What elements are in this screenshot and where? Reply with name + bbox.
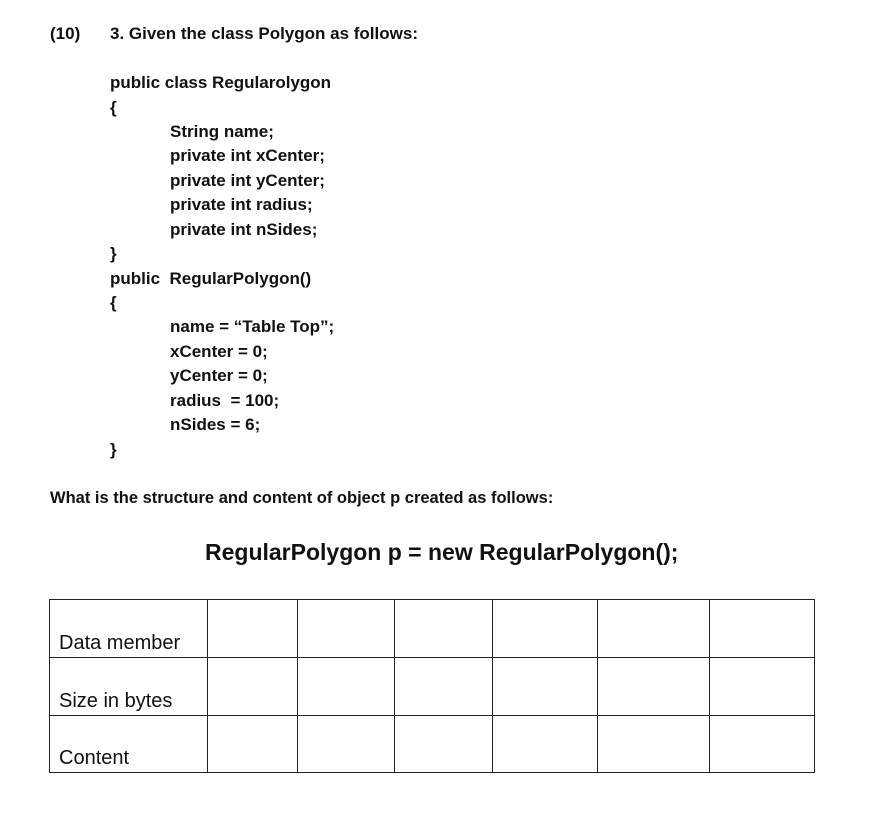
answer-cell[interactable] bbox=[710, 600, 815, 658]
constructor-open-brace: { bbox=[110, 293, 117, 312]
class-header: public class Regularolygon bbox=[110, 73, 332, 92]
answer-cell[interactable] bbox=[395, 600, 493, 658]
answer-cell[interactable] bbox=[598, 658, 710, 716]
field-line: String name; bbox=[170, 122, 274, 141]
answer-cell[interactable] bbox=[298, 658, 395, 716]
object-creation-statement: RegularPolygon p = new RegularPolygon(); bbox=[205, 539, 679, 565]
field-line: private int radius; bbox=[170, 195, 313, 214]
statement-line: nSides = 6; bbox=[170, 415, 261, 434]
field-line: private int xCenter; bbox=[170, 146, 325, 165]
answer-cell[interactable] bbox=[710, 716, 815, 773]
answer-cell[interactable] bbox=[208, 716, 298, 773]
field-line: private int nSides; bbox=[170, 220, 318, 239]
answer-cell[interactable] bbox=[598, 716, 710, 773]
answer-cell[interactable] bbox=[208, 658, 298, 716]
class-open-brace: { bbox=[110, 98, 117, 117]
row-header-content: Content bbox=[50, 716, 208, 773]
answer-cell[interactable] bbox=[298, 716, 395, 773]
constructor-header: public RegularPolygon() bbox=[110, 269, 312, 288]
answer-cell[interactable] bbox=[493, 658, 598, 716]
answer-cell[interactable] bbox=[493, 600, 598, 658]
answer-cell[interactable] bbox=[395, 658, 493, 716]
row-header-size-in-bytes: Size in bytes bbox=[50, 658, 208, 716]
table-row bbox=[50, 600, 815, 658]
field-line: private int yCenter; bbox=[170, 171, 325, 190]
constructor-close-brace: } bbox=[110, 440, 117, 459]
statement-line: xCenter = 0; bbox=[170, 342, 268, 361]
table-row bbox=[50, 716, 815, 773]
question-title: 3. Given the class Polygon as follows: bbox=[110, 24, 418, 43]
answer-cell[interactable] bbox=[493, 716, 598, 773]
row-header-data-member: Data member bbox=[50, 600, 208, 658]
question-marks: (10) bbox=[50, 24, 81, 43]
answer-cell[interactable] bbox=[298, 600, 395, 658]
table-row bbox=[50, 658, 815, 716]
statement-line: yCenter = 0; bbox=[170, 366, 268, 385]
answer-cell[interactable] bbox=[208, 600, 298, 658]
answer-cell[interactable] bbox=[710, 658, 815, 716]
answer-cell[interactable] bbox=[598, 600, 710, 658]
answer-table bbox=[49, 599, 815, 773]
statement-line: radius = 100; bbox=[170, 391, 280, 410]
answer-cell[interactable] bbox=[395, 716, 493, 773]
class-close-brace: } bbox=[110, 244, 117, 263]
prompt-text: What is the structure and content of object p created as follows: bbox=[50, 489, 554, 507]
statement-line: name = “Table Top”; bbox=[170, 317, 335, 336]
